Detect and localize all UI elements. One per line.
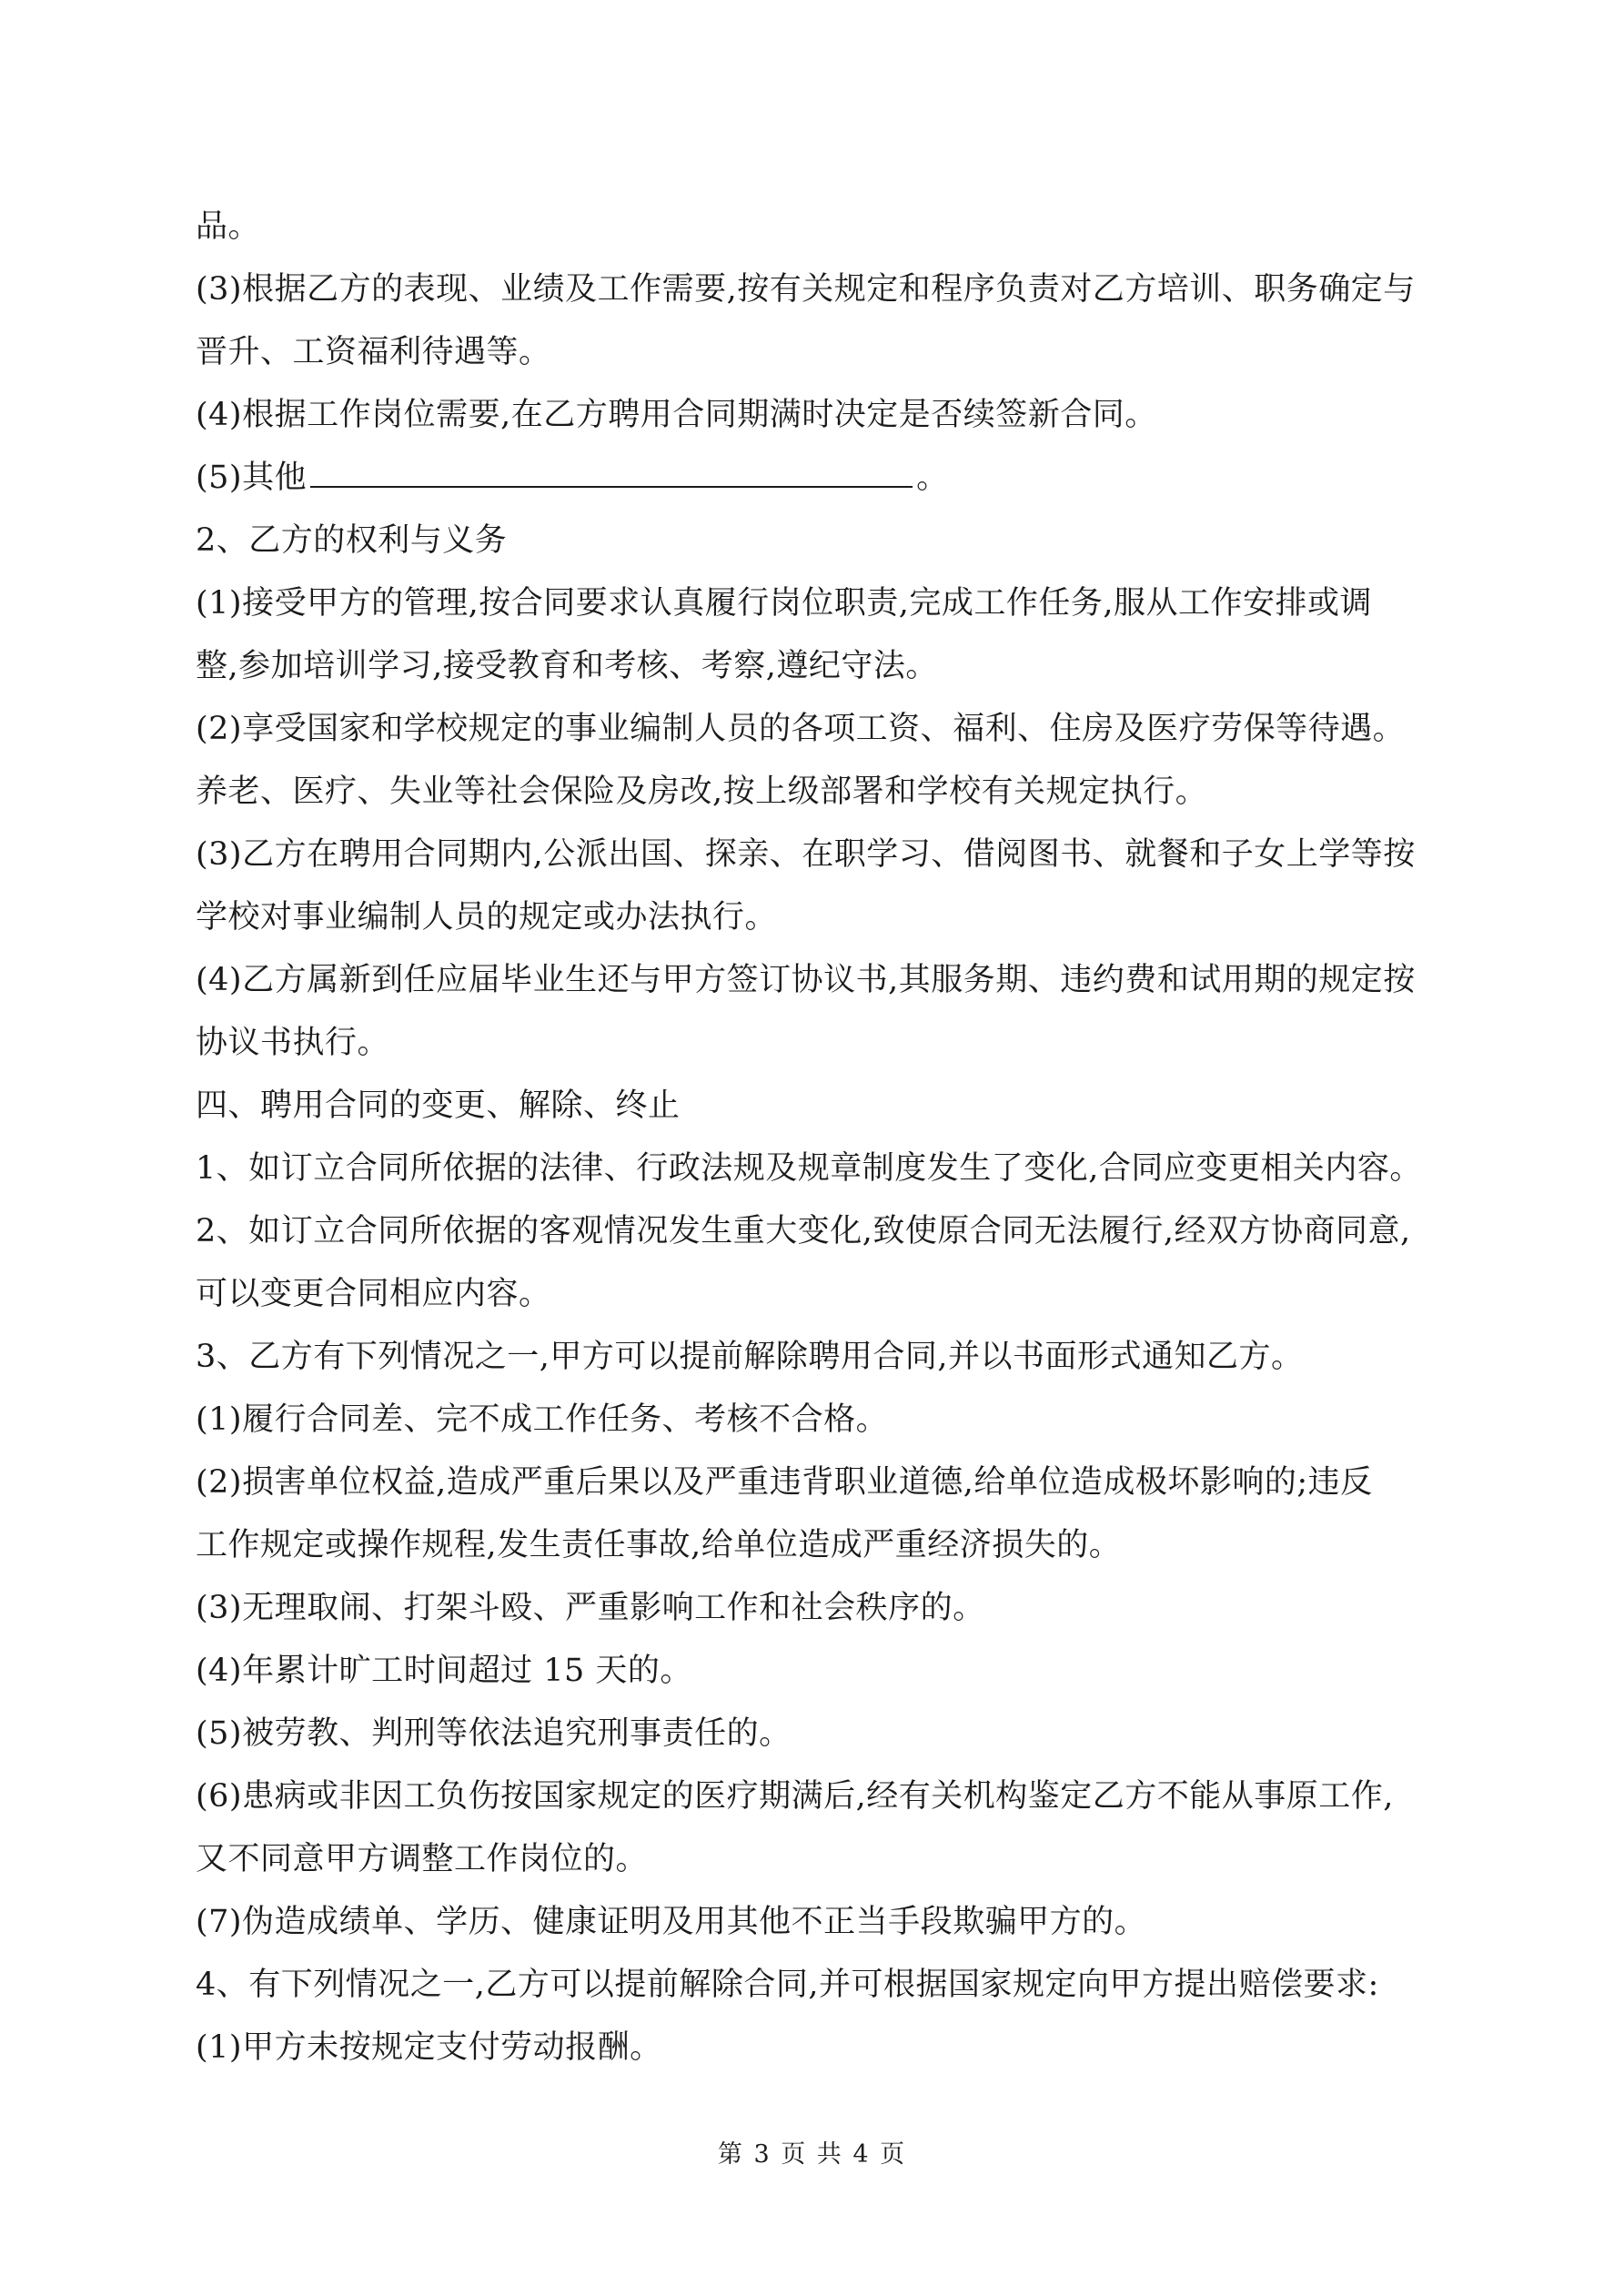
page-footer: 第 3 页 共 4 页 xyxy=(717,2140,907,2169)
body-line: 养老、医疗、失业等社会保险及房改,按上级部署和学校有关规定执行。 xyxy=(196,774,1208,810)
body-line: 协议书执行。 xyxy=(196,1025,390,1061)
section-heading: 2、乙方的权利与义务 xyxy=(196,522,508,559)
body-line: (1)履行合同差、完不成工作任务、考核不合格。 xyxy=(196,1401,889,1438)
body-line: 工作规定或操作规程,发生责任事故,给单位造成严重经济损失的。 xyxy=(196,1527,1122,1563)
body-line: 晋升、工资福利待遇等。 xyxy=(196,334,551,370)
body-line: 2、如订立合同所依据的客观情况发生重大变化,致使原合同无法履行,经双方协商同意, xyxy=(196,1213,1411,1249)
body-line: 又不同意甲方调整工作岗位的。 xyxy=(196,1841,649,1877)
body-line: (2)享受国家和学校规定的事业编制人员的各项工资、福利、住房及医疗劳保等待遇。 xyxy=(196,711,1406,747)
body-line: (7)伪造成绩单、学历、健康证明及用其他不正当手段欺骗甲方的。 xyxy=(196,1904,1147,1940)
body-line: 3、乙方有下列情况之一,甲方可以提前解除聘用合同,并以书面形式通知乙方。 xyxy=(196,1339,1304,1375)
body-line: (3)无理取闹、打架斗殴、严重影响工作和社会秩序的。 xyxy=(196,1590,985,1626)
body-line: (1)接受甲方的管理,按合同要求认真履行岗位职责,完成工作任务,服从工作安排或调 xyxy=(196,585,1372,622)
body-line: (3)乙方在聘用合同期内,公派出国、探亲、在职学习、借阅图书、就餐和子女上学等按 xyxy=(196,836,1416,873)
body-line: 4、有下列情况之一,乙方可以提前解除合同,并可根据国家规定向甲方提出赔偿要求: xyxy=(196,1967,1379,2003)
body-line: (4)年累计旷工时间超过 15 天的。 xyxy=(196,1653,692,1689)
body-line: (5)被劳教、判刑等依法追究刑事责任的。 xyxy=(196,1715,792,1752)
body-line: (3)根据乙方的表现、业绩及工作需要,按有关规定和程序负责对乙方培训、职务确定与 xyxy=(196,271,1416,308)
body-line: 可以变更合同相应内容。 xyxy=(196,1276,551,1312)
body-line: 1、如订立合同所依据的法律、行政法规及规章制度发生了变化,合同应变更相关内容。 xyxy=(196,1150,1422,1187)
section-heading: 四、聘用合同的变更、解除、终止 xyxy=(196,1087,681,1124)
body-line: 品。 xyxy=(196,208,261,245)
fill-in-line xyxy=(196,458,949,498)
body-line: (6)患病或非因工负伤按国家规定的医疗期满后,经有关机构鉴定乙方不能从事原工作, xyxy=(196,1778,1394,1815)
line-suffix: 。 xyxy=(916,460,949,496)
body-line: 整,参加培训学习,接受教育和考核、考察,遵纪守法。 xyxy=(196,648,938,684)
body-line: (4)乙方属新到任应届毕业生还与甲方签订协议书,其服务期、违约费和试用期的规定按 xyxy=(196,962,1416,998)
body-line: 学校对事业编制人员的规定或办法执行。 xyxy=(196,899,778,936)
blank-underline xyxy=(310,459,913,488)
body-line-text: (5)其他 xyxy=(196,460,308,496)
body-line: (2)损害单位权益,造成严重后果以及严重违背职业道德,给单位造成极坏影响的;违反 xyxy=(196,1464,1373,1501)
body-line: (4)根据工作岗位需要,在乙方聘用合同期满时决定是否续签新合同。 xyxy=(196,397,1157,433)
body-line: (1)甲方未按规定支付劳动报酬。 xyxy=(196,2029,662,2066)
